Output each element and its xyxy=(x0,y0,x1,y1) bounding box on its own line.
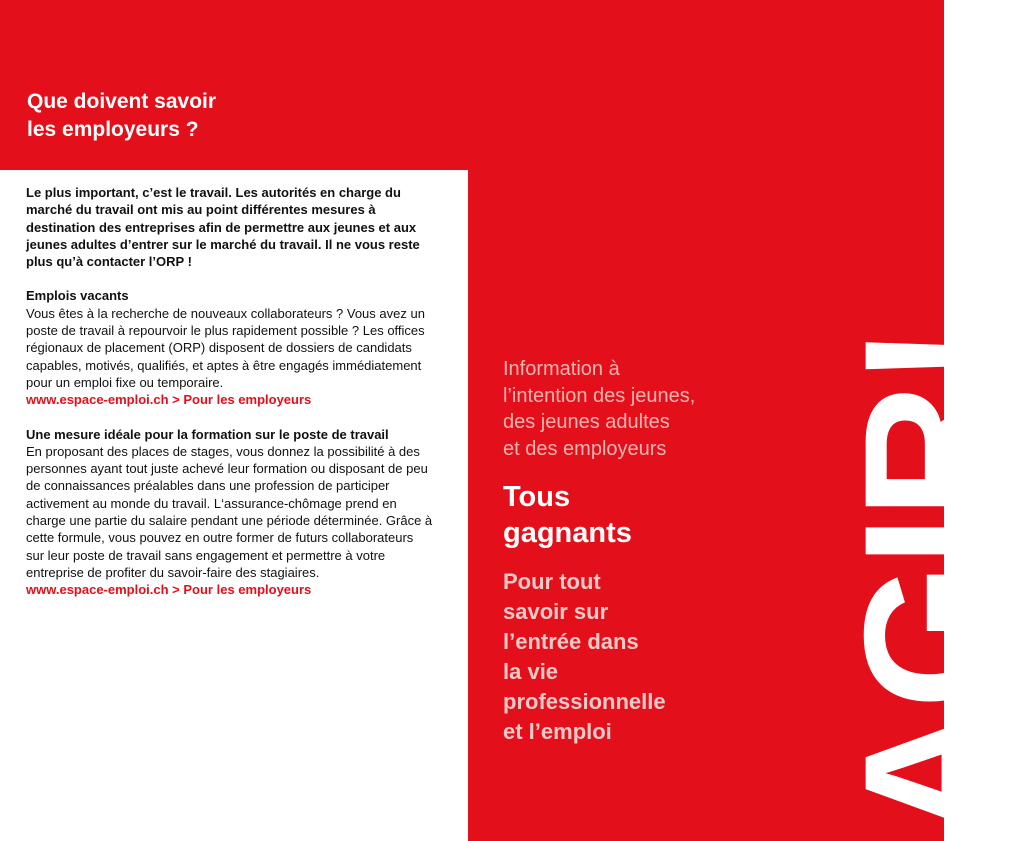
employer-info-column xyxy=(26,184,434,616)
section-title: Emplois vacants xyxy=(26,288,129,304)
audience-info-line: des jeunes adultes xyxy=(503,411,670,433)
subheadline-line: Pour tout xyxy=(503,569,601,594)
subheadline-line: l’entrée dans xyxy=(503,629,639,654)
cover-panel xyxy=(468,0,1035,841)
employers-link[interactable]: www.espace-emploi.ch > Pour les employeurs xyxy=(26,582,312,598)
audience-info-line: Information à xyxy=(503,358,620,380)
header-band xyxy=(0,0,468,170)
subheadline-line: savoir sur xyxy=(503,599,609,624)
section-vacancies xyxy=(26,287,434,408)
audience-info-line: et des employeurs xyxy=(503,437,667,460)
section-title: Une mesure idéale pour la formation sur le poste de travail xyxy=(26,426,389,442)
section-body: En proposant des places de stages, vous donnez la possibilité à des personnes ayant tout juste achevé leur formation ou disposant de peu de connaissances préalables dans une profession de participer activement au monde du travail. L‘assurance-chômage prend en charge une partie du salaire pendant une période déterminée. Grâce à cette formule, vous pouvez en outre former de futurs collaborateurs sur leur poste de travail sans engagement et permettre à votre entreprise de profiter du savoir-faire des stagiaires. xyxy=(26,443,433,580)
subheadline-line: la vie xyxy=(503,659,559,684)
page-title-line-2: les employeurs ? xyxy=(27,118,199,141)
headline-line: Tous xyxy=(503,481,571,513)
headline-line: gagnants xyxy=(503,517,632,549)
section-body: Vous êtes à la recherche de nouveaux collaborateurs ? Vous avez un poste de travail à repourvoir le plus rapidement possible ? Les offices régionaux de placement (ORP) disposent de dossiers de candidats capables, motivés, qualifiés, et aptes à être engagés immédiatement pour un emploi fixe ou temporaire. xyxy=(26,305,425,390)
section-internships xyxy=(26,426,434,599)
cover-subheadline xyxy=(503,567,666,747)
page-title-line-1: Que doivent savoir xyxy=(27,90,217,113)
lead-paragraph: Le plus important, c’est le travail. Les autorités en charge du marché du travail ont mis au point différentes mesures à destination des entreprises afin de permettre aux jeunes et aux jeunes adultes d’entrer sur le marché du travail. Il ne vous reste plus qu’à contacter l’ORP ! xyxy=(26,185,420,270)
subheadline-line: et l’emploi xyxy=(503,719,612,744)
audience-info-line: l’intention des jeunes, xyxy=(503,384,696,407)
cover-headline xyxy=(503,479,632,551)
brand-wordmark: AGIR! xyxy=(825,328,1035,841)
page-title xyxy=(27,88,216,144)
audience-info xyxy=(503,356,695,462)
subheadline-line: professionnelle xyxy=(503,689,666,714)
employers-link[interactable]: www.espace-emploi.ch > Pour les employeurs xyxy=(26,392,312,408)
